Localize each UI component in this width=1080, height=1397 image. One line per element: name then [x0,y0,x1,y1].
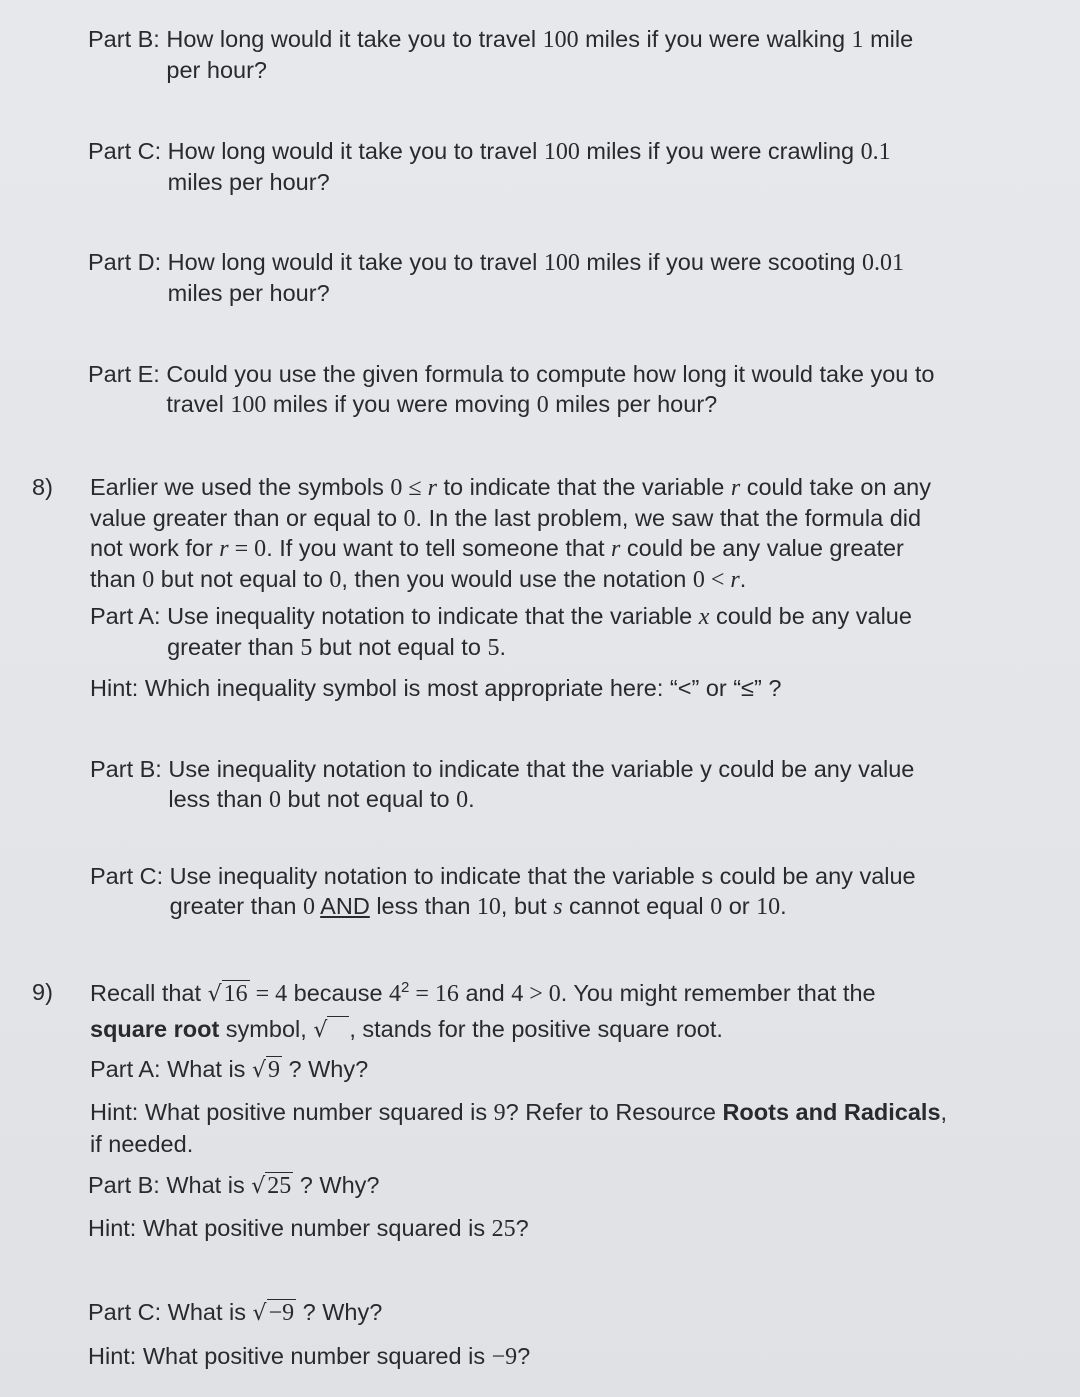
part-text: Use inequality notation to indicate that the variable x could be any value greater than 5 but not equal to 5. [167,603,912,661]
q7-part-b [88,25,998,85]
part-text: How long would it take you to travel 100 miles if you were scooting 0.01 miles per hour? [167,249,904,306]
q7-part-d [88,248,998,308]
q7-part-c [88,137,998,197]
radical-9: √9 [251,1057,280,1083]
part-text: How long would it take you to travel 100 miles if you were walking 1 mile per hour? [166,26,914,83]
q9-part-b: Part B: What is √25 ? Why? [88,1171,379,1202]
part-label: Part A: [90,603,168,629]
q9-hint-c: Hint: What positive number squared is −9? [88,1343,531,1370]
radical-neg-9: √−9 [252,1300,295,1326]
radical-16: √16 [207,981,248,1007]
radical-symbol: √ [313,1013,349,1048]
part-label: Part E: [88,361,167,387]
q9-part-c: Part C: What is √−9 ? Why? [88,1298,382,1329]
q8-part-a [90,602,1000,663]
q8-part-c [90,862,1000,922]
and-underlined: AND [320,892,370,919]
part-label: Part C: [90,863,170,889]
q9-hint-b: Hint: What positive number squared is 25? [88,1215,529,1242]
question-number-8: 8) [32,474,53,500]
part-label: Part D: [88,249,168,275]
q9-part-a: Part A: What is √9 ? Why? [90,1055,368,1086]
part-text: Use inequality notation to indicate that the variable s could be any value greater than 0 AND less than 10, but s cannot equal 0 or 10. [169,863,916,920]
question-number-9: 9) [32,979,53,1005]
part-label: Part B: [88,26,167,52]
q8-hint: Hint: Which inequality symbol is most appropriate here: “<” or “≤” ? [90,675,782,701]
q8-part-b [90,755,1000,815]
radical-25: √25 [251,1173,292,1199]
part-text: Could you use the given formula to compute how long it would take you to travel 100 miles if you were moving 0 miles per hour? [166,361,935,418]
part-label: Part C: [88,138,168,164]
part-text: How long would it take you to travel 100 miles if you were crawling 0.1 miles per hour? [167,138,891,195]
part-text: Use inequality notation to indicate that the variable y could be any value less than 0 but not equal to 0. [168,756,915,813]
q8-intro: Earlier we used the symbols 0 ≤ r to indicate that the variable r could take on any value greater than or equal to 0. In the last problem, we saw that the formula did not work for r = 0. If you want to tell someone that r could be any value greater than 0 but not equal to 0, then you would use the notation 0 < r. [90,474,931,593]
part-label: Part B: [90,756,169,782]
q7-part-e [88,360,998,420]
q9-intro: Recall that √16 = 4 because $4^2 = 16$ and 4 > 0. You might remember that the square root symbol, √ , stands for the positive square root. [90,976,1000,1048]
q9-hint-a: Hint: What positive number squared is 9? Refer to Resource Roots and Radicals, if needed. [90,1099,948,1157]
